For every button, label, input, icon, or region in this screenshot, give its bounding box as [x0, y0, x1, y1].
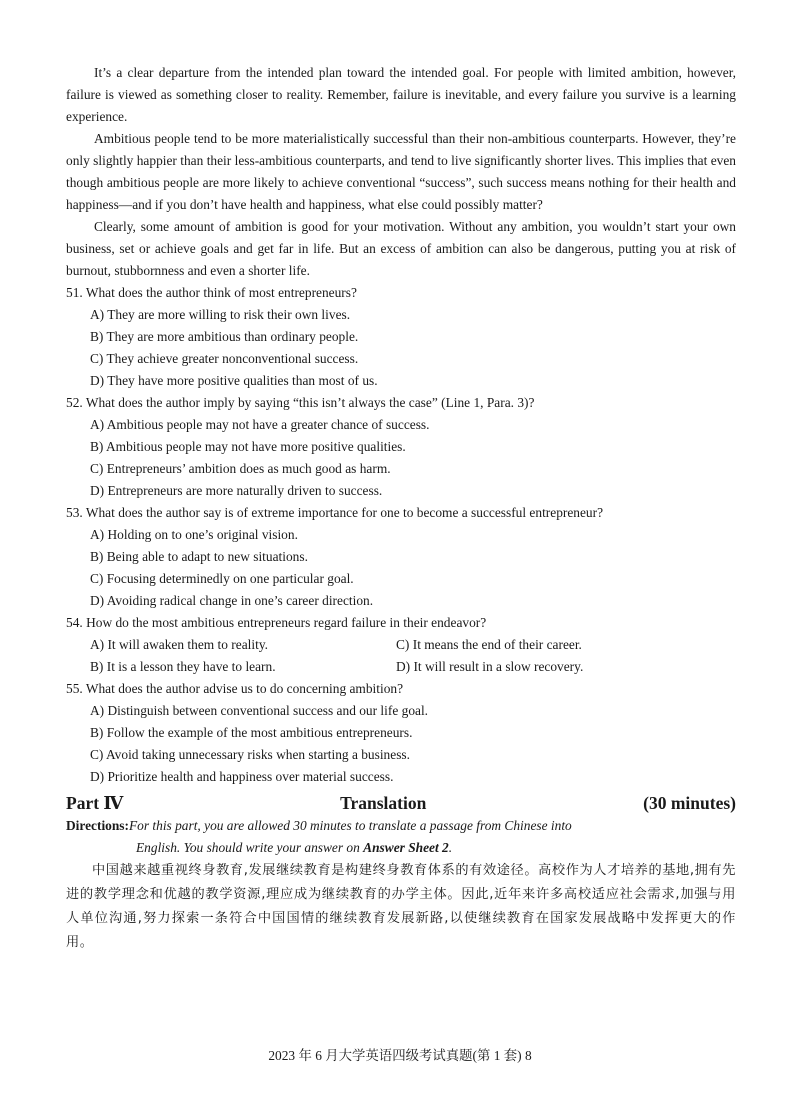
chinese-passage: 中国越来越重视终身教育,发展继续教育是构建终身教育体系的有效途径。高校作为人才培养的基地,拥有先进的教学理念和优越的教学资源,理应成为继续教育的办学主体。因此,近年来许多高校适应社会需求,加强与用人单位沟通,努力探索一条符合中国国情的继续教育发展新路,以使继续教育在国家发展战略中发挥更大的作用。	[66, 863, 736, 950]
option-row	[90, 634, 736, 656]
answer-option: B) Being able to adapt to new situations.	[90, 549, 308, 564]
answer-option: D) They have more positive qualities than most of us.	[90, 373, 378, 388]
question-stem: 53. What does the author say is of extreme importance for one to become a successful entrepreneur?	[66, 505, 604, 520]
part-number: Ⅳ	[103, 793, 124, 813]
answer-option: A) It will awaken them to reality.	[90, 637, 268, 652]
question-51	[66, 282, 736, 392]
exam-page	[66, 62, 736, 955]
question-52	[66, 392, 736, 502]
answer-option: B) Follow the example of the most ambitious entrepreneurs.	[90, 725, 413, 740]
question-stem: 52. What does the author imply by saying “this isn’t always the case” (Line 1, Para. 3)?	[66, 395, 535, 410]
answer-option: C) It means the end of their career.	[396, 637, 582, 652]
answer-option: A) They are more willing to risk their own lives.	[90, 307, 351, 322]
answer-option: D) It will result in a slow recovery.	[396, 659, 584, 674]
directions-text-line2: English. You should write your answer on Answer Sheet 2.	[136, 840, 453, 855]
answer-option: D) Avoiding radical change in one’s career direction.	[90, 593, 374, 608]
question-stem: 51. What does the author think of most entrepreneurs?	[66, 285, 357, 300]
question-stem: 55. What does the author advise us to do concerning ambition?	[66, 681, 404, 696]
directions-label: Directions:	[66, 818, 129, 833]
answer-option: C) Entrepreneurs’ ambition does as much good as harm.	[90, 461, 391, 476]
section-title: Translation	[340, 793, 427, 813]
answer-option: B) It is a lesson they have to learn.	[90, 659, 276, 674]
answer-option: C) Avoid taking unnecessary risks when starting a business.	[90, 747, 410, 762]
answer-option: A) Distinguish between conventional success and our life goal.	[90, 703, 429, 718]
answer-option: C) They achieve greater nonconventional success.	[90, 351, 359, 366]
part-iv-header	[66, 791, 736, 815]
page-footer: 2023 年 6 月大学英语四级考试真题(第 1 套) 8	[268, 1048, 532, 1063]
reading-passage	[66, 62, 736, 282]
time-limit: (30 minutes)	[643, 793, 736, 813]
question-53	[66, 502, 736, 612]
answer-option: A) Holding on to one’s original vision.	[90, 527, 298, 542]
answer-option: D) Prioritize health and happiness over material success.	[90, 769, 394, 784]
directions	[66, 815, 736, 859]
answer-option: B) They are more ambitious than ordinary people.	[90, 329, 359, 344]
directions-text: For this part, you are allowed 30 minutes to translate a passage from Chinese into	[128, 818, 572, 833]
passage-paragraph: Clearly, some amount of ambition is good for your motivation. Without any ambition, you wouldn’t start your own business, set or achieve goals and get far in life. But an excess of ambition can also be dangerous, putting you at risk of burnout, stubbornness and even a shorter life.	[66, 219, 736, 278]
passage-paragraph: Ambitious people tend to be more materialistically successful than their non-ambitious counterparts. However, they’re only slightly happier than their less-ambitious counterparts, and tend to live significantly shorter lives. This implies that even though ambitious people are more likely to achieve conventional “success”, such success means nothing for their health and happiness—and if you don’t have health and happiness, what else could possibly matter?	[66, 131, 736, 212]
question-55	[66, 678, 736, 788]
answer-sheet-label: Answer Sheet 2	[363, 840, 449, 855]
answer-option: A) Ambitious people may not have a greater chance of success.	[90, 417, 430, 432]
answer-option: C) Focusing determinedly on one particular goal.	[90, 571, 354, 586]
part-label: Part Ⅳ	[66, 793, 124, 813]
option-row	[90, 656, 736, 678]
question-54	[66, 612, 736, 678]
question-stem: 54. How do the most ambitious entrepreneurs regard failure in their endeavor?	[66, 615, 487, 630]
answer-option: B) Ambitious people may not have more positive qualities.	[90, 439, 406, 454]
answer-option: D) Entrepreneurs are more naturally driven to success.	[90, 483, 383, 498]
passage-paragraph: It’s a clear departure from the intended plan toward the intended goal. For people with limited ambition, however, failure is viewed as something closer to reality. Remember, failure is inevitable, and every failure you survive is a learning experience.	[66, 65, 736, 124]
